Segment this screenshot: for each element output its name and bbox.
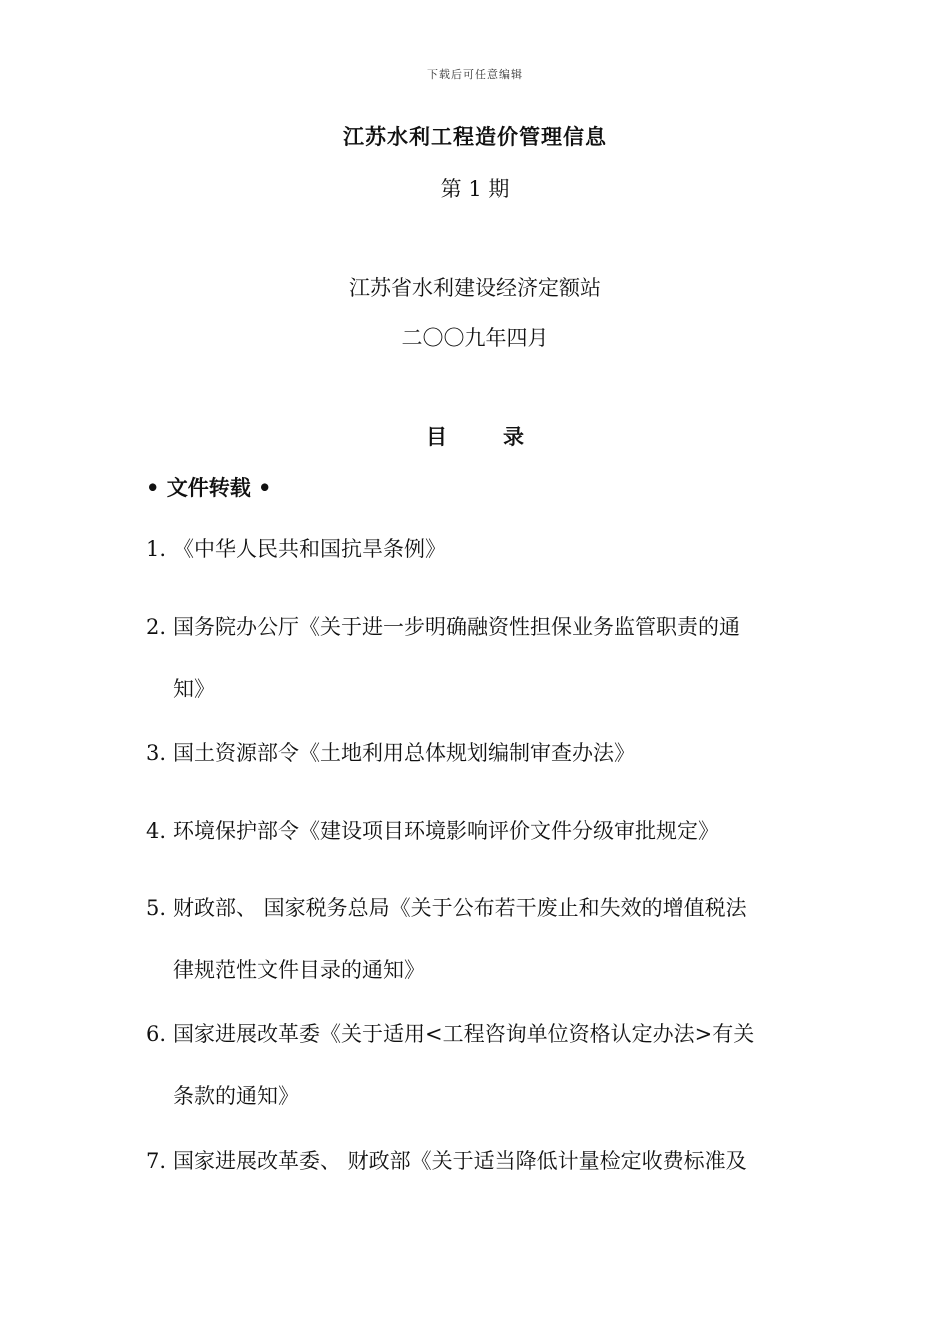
- toc-item-continuation: 律规范性文件目录的通知》: [173, 958, 425, 982]
- toc-item: [146, 722, 826, 784]
- toc-item: [146, 518, 826, 580]
- toc-item-text: 财政部、 国家税务总局《关于公布若干废止和失效的增值税法: [173, 896, 747, 920]
- document-title: 江苏水利工程造价管理信息: [343, 124, 607, 149]
- toc-item-text: 国家进展改革委《关于适用<工程咨询单位资格认定办法>有关: [173, 1022, 755, 1046]
- toc-item-number: 2.: [146, 615, 167, 639]
- toc-item-number: 5.: [146, 896, 167, 920]
- toc-item-continuation: 条款的通知》: [173, 1084, 299, 1108]
- toc-item-text: 国家进展改革委、 财政部《关于适当降低计量检定收费标准及: [173, 1149, 747, 1173]
- toc-item: [146, 800, 826, 862]
- toc-item-number: 3.: [146, 741, 167, 765]
- toc-item-continuation: 知》: [173, 677, 215, 701]
- issue-number: 第 1 期: [440, 177, 510, 201]
- toc-item-text: 环境保护部令《建设项目环境影响评价文件分级审批规定》: [173, 819, 719, 843]
- toc-item-number: 4.: [146, 819, 167, 843]
- publication-date: 二〇〇九年四月: [401, 326, 549, 350]
- toc-heading: [0, 421, 950, 451]
- toc-heading-left: 目: [426, 424, 447, 449]
- toc-item-text: 国务院办公厅《关于进一步明确融资性担保业务监管职责的通: [173, 615, 740, 639]
- toc-item-number: 7.: [146, 1149, 167, 1173]
- section-heading: • 文件转载 •: [146, 475, 272, 500]
- toc-item-text: 国土资源部令《土地利用总体规划编制审查办法》: [173, 741, 635, 765]
- organization-name: 江苏省水利建设经济定额站: [349, 276, 601, 300]
- toc-item-number: 6.: [146, 1022, 167, 1046]
- header-note: 下载后可任意编辑: [427, 68, 523, 81]
- toc-item: [146, 1130, 826, 1192]
- toc-item-number: 1.: [146, 537, 167, 561]
- toc-item: [146, 877, 826, 1001]
- toc-item: [146, 596, 826, 720]
- toc-heading-right: 录: [503, 424, 524, 449]
- toc-item-text: 《中华人民共和国抗旱条例》: [173, 537, 446, 561]
- toc-item: [146, 1003, 826, 1127]
